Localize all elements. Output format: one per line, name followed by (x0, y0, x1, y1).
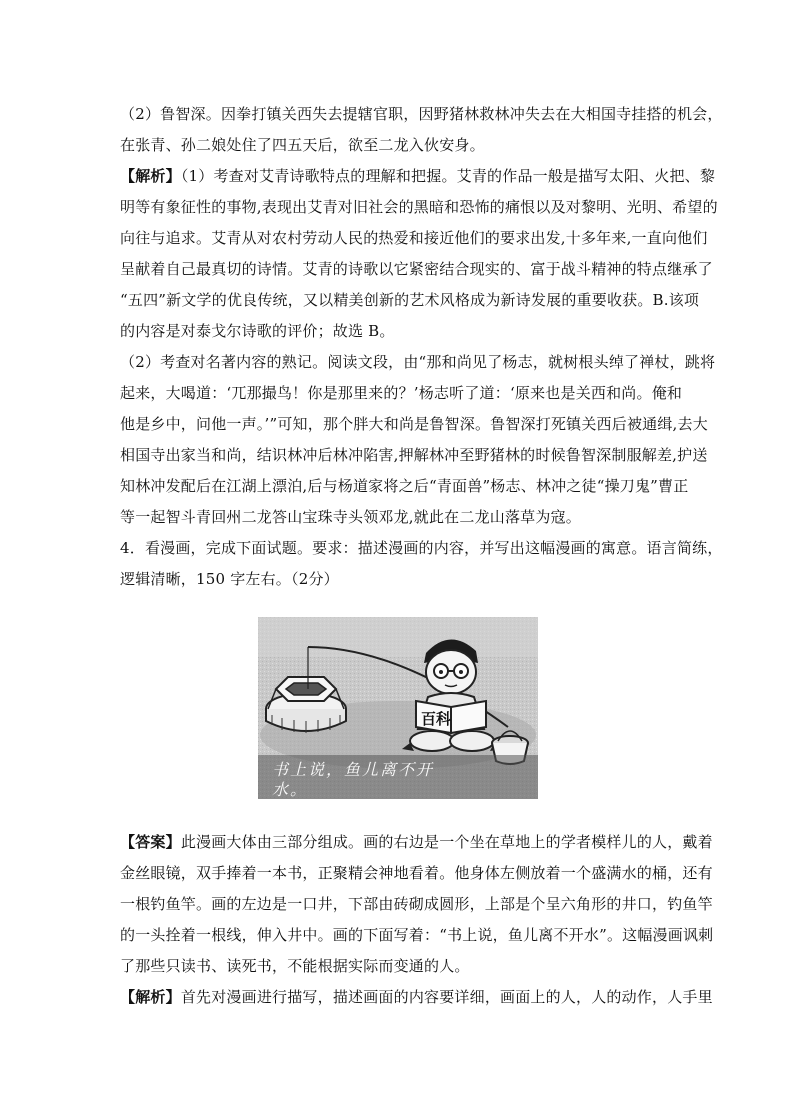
answer-4-line-4: 的一头拴着一根线，伸入井中。画的下面写着：“书上说，鱼儿离不开水”。这幅漫画讽刺 (120, 926, 714, 944)
answer-4-line-3: 一根钓鱼竿。画的左边是一口井，下部由砖砌成圆形，上部是个呈六角形的井口，钓鱼竿 (120, 895, 713, 913)
analysis-2-line-4: 相国寺出家当和尚，结识林冲后林冲陷害,押解林冲至野猪林的时候鲁智深制服解差,护送 (120, 446, 708, 464)
answer-4-paragraph (120, 827, 714, 982)
analysis-1-line-5: “五四”新文学的优良传统，又以精美创新的艺术风格成为新诗发展的重要收获。B.该项 (120, 291, 700, 309)
answer-4-line-1: 【答案】此漫画大体由三部分组成。画的右边是一个坐在草地上的学者模样儿的人，戴着 (120, 833, 713, 851)
analysis-2-line-1: （2）考查对名著内容的熟记。阅读文段，由“那和尚见了杨志，就树根头绰了禅杖，跳将 (120, 353, 716, 371)
analysis-1-line-1: 【解析】（1）考查对艾青诗歌特点的理解和把握。艾青的作品一般是描写太阳、火把、黎 (120, 167, 716, 185)
analysis-1-line-3: 向往与追求。艾青从对农村劳动人民的热爱和接近他们的要求出发,十多年来,一直向他们 (120, 229, 708, 247)
question-4-line-1: 4．看漫画，完成下面试题。要求：描述漫画的内容，并写出这幅漫画的寓意。语言简练， (120, 539, 723, 557)
answer-4-line-5: 了那些只读书、读死书，不能根据实际而变通的人。 (120, 957, 470, 975)
answer-tag: 【答案】 (120, 833, 181, 851)
analysis-1-line-2: 明等有象征性的事物,表现出艾青对旧社会的黑暗和恐怖的痛恨以及对黎明、光明、希望的 (120, 198, 718, 216)
answer-2-line-1: （2）鲁智深。因拳打镇关西失去提辖官职，因野猪林救林冲失去在大相国寺挂搭的机会， (120, 105, 723, 123)
answer-4-line-2: 金丝眼镜，双手捧着一本书，正聚精会神地看着。他身体左侧放着一个盛满水的桶，还有 (120, 864, 713, 882)
analysis-2-line-5: 知林冲发配后在江湖上漂泊,后与杨道家将之后“青面兽”杨志、林冲之徒“操刀鬼”曹正 (120, 477, 689, 495)
analysis-4-paragraph (120, 982, 713, 1013)
analysis-tag: 【解析】 (120, 167, 181, 185)
analysis-1-paragraph (120, 161, 718, 347)
analysis-2-line-3: 他是乡中，问他一声。’”可知，那个胖大和尚是鲁智深。鲁智深打死镇关西后被通缉,去大 (120, 415, 708, 433)
analysis-1-line-6: 的内容是对泰戈尔诗歌的评价；故选 B。 (120, 322, 395, 340)
analysis-2-line-6: 等一起智斗青回州二龙答山宝珠寺头领邓龙,就此在二龙山落草为寇。 (120, 508, 581, 526)
analysis-4-line-1: 【解析】首先对漫画进行描写，描述画面的内容要详细，画面上的人，人的动作，人手里 (120, 988, 713, 1006)
analysis-2-paragraph (120, 347, 716, 533)
analysis-tag-2: 【解析】 (120, 988, 181, 1006)
analysis-1-line-4: 呈献着自己最真切的诗情。艾青的诗歌以它紧密结合现实的、富于战斗精神的特点继承了 (120, 260, 713, 278)
cartoon-caption-line-1: 书上说，鱼儿离不开 (272, 760, 435, 779)
cartoon-image (258, 617, 538, 799)
analysis-2-line-2: 起来，大喝道：‘兀那撮鸟！你是那里来的？’杨志听了道：‘原来也是关西和尚。俺和 (120, 384, 683, 402)
book-title: 百科 (421, 710, 452, 728)
question-4-line-2: 逻辑清晰，150 字左右。（2分） (120, 570, 339, 588)
question-4-paragraph (120, 533, 723, 595)
cartoon-caption-line-2: 水。 (272, 780, 309, 799)
answer-2-line-2: 在张青、孙二娘处住了四五天后，欲至二龙入伙安身。 (120, 136, 485, 154)
answer-2-paragraph (120, 99, 723, 161)
